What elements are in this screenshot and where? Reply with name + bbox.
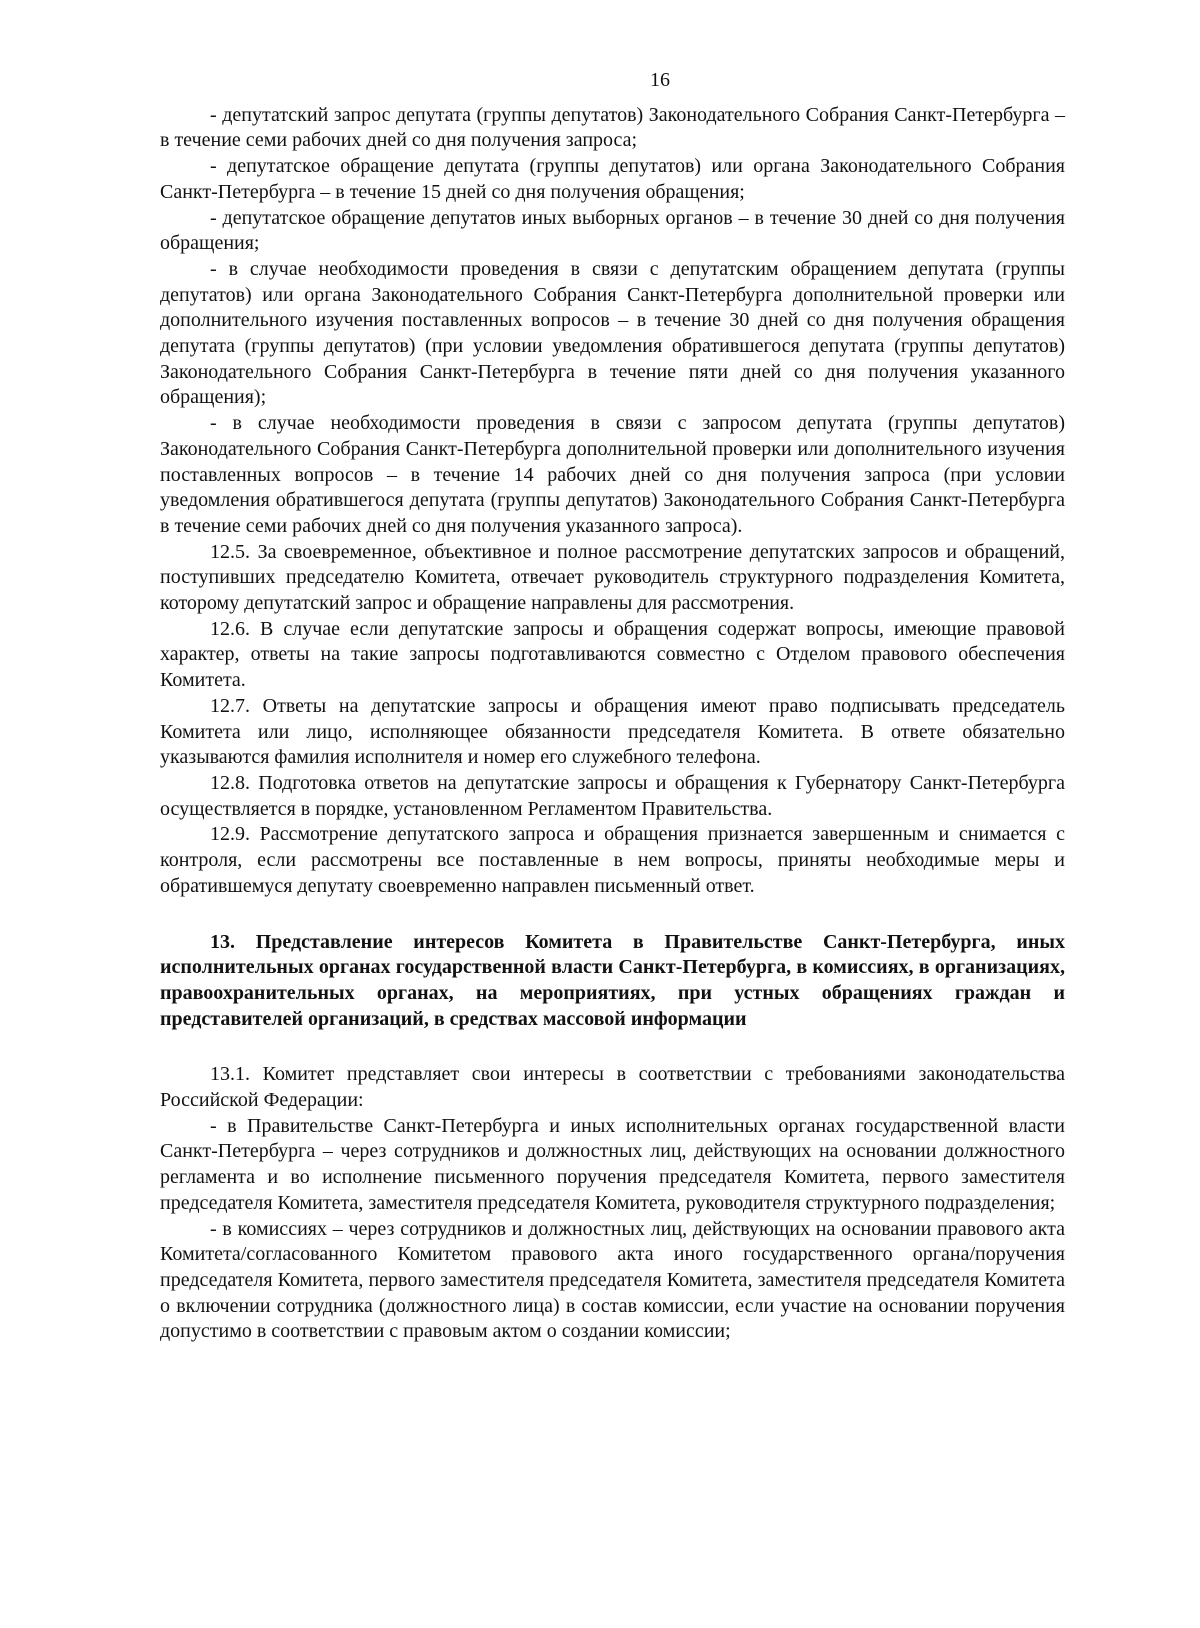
paragraphs-after-section [160,1062,1065,1345]
document-page [160,68,1065,1345]
paragraph: 12.7. Ответы на депутатские запросы и обращения имеют право подписывать председатель Комитета или лицо, исполняющее обязанности председателя Комитета. В ответе обязательно указываются фамилия исполнителя и номер его служебного телефона. [160,694,1065,769]
paragraph: - депутатское обращение депутата (группы депутатов) или органа Законодательного Собрания Санкт-Петербурга – в течение 15 дней со дня получения обращения; [160,155,1065,203]
paragraph: - в комиссиях – через сотрудников и должностных лиц, действующих на основании правового акта Комитета/согласованного Комитетом правового акта иного государственного органа/поручения председателя Комитета, первого заместителя председателя Комитета, заместителя председателя Комитета о включении сотрудника (должностного лица) в состав комиссии, если участие на основании поручения допустимо в соответствии с правовым актом о создании комиссии; [160,1217,1065,1343]
paragraph: - в Правительстве Санкт-Петербурга и иных исполнительных органах государственной власти Санкт-Петербурга – через сотрудников и должностных лиц, действующих на основании должностного регламента и во исполнение письменного поручения председателя Комитета, первого заместителя председателя Комитета, заместителя председателя Комитета, руководителя структурного подразделения; [160,1114,1065,1214]
section-heading: 13. Представление интересов Комитета в Правительстве Санкт-Петербурга, иных исполнительных органах государственной власти Санкт-Петербурга, в комиссиях, в организациях, правоохранительных органах, на мероприятиях, при устных обращениях граждан и представителей организаций, в средствах массовой информации [160,930,1065,1030]
paragraph: 13.1. Комитет представляет свои интересы в соответствии с требованиями законодательства Российской Федерации: [160,1063,1065,1112]
paragraph: 12.6. В случае если депутатские запросы и обращения содержат вопросы, имеющие правовой характер, ответы на такие запросы подготавливаются совместно с Отделом правового обеспечения Комитета. [160,617,1065,692]
paragraph: 12.8. Подготовка ответов на депутатские запросы и обращения к Губернатору Санкт-Петербурга осуществляется в порядке, установленном Регламентом Правительства. [160,771,1065,820]
paragraphs-before-section [160,103,1065,900]
page-number: 16 [650,69,670,91]
paragraph: - депутатское обращение депутатов иных выборных органов – в течение 30 дней со дня получения обращения; [160,206,1065,255]
paragraph: - в случае необходимости проведения в связи с депутатским обращением депутата (группы депутатов) или органа Законодательного Собрания Санкт-Петербурга дополнительной проверки или дополнительного изучения поставленных вопросов – в течение 30 дней со дня получения обращения депутата (группы депутатов) (при условии уведомления обратившегося депутата (группы депутатов) Законодательного Собрания Санкт-Петербурга в течение пяти дней со дня получения указанного обращения); [160,257,1065,409]
paragraph: - в случае необходимости проведения в связи с запросом депутата (группы депутатов) Законодательного Собрания Санкт-Петербурга дополнительной проверки или дополнительного изучения поставленных вопросов – в течение 14 рабочих дней со дня получения запроса (при условии уведомления обратившегося депутата (группы депутатов) Законодательного Собрания Санкт-Петербурга в течение семи рабочих дней со дня получения указанного запроса). [160,412,1065,537]
paragraph: 12.5. За своевременное, объективное и полное рассмотрение депутатских запросов и обращений, поступивших председателю Комитета, отвечает руководитель структурного подразделения Комитета, которому депутатский запрос и обращение направлены для рассмотрения. [160,540,1065,615]
paragraph: - депутатский запрос депутата (группы депутатов) Законодательного Собрания Санкт-Петербурга – в течение семи рабочих дней со дня получения запроса; [160,103,1065,152]
paragraph: 12.9. Рассмотрение депутатского запроса и обращения признается завершенным и снимается с контроля, если рассмотрены все поставленные в нем вопросы, приняты необходимые меры и обратившемуся депутату своевременно направлен письменный ответ. [160,823,1065,897]
